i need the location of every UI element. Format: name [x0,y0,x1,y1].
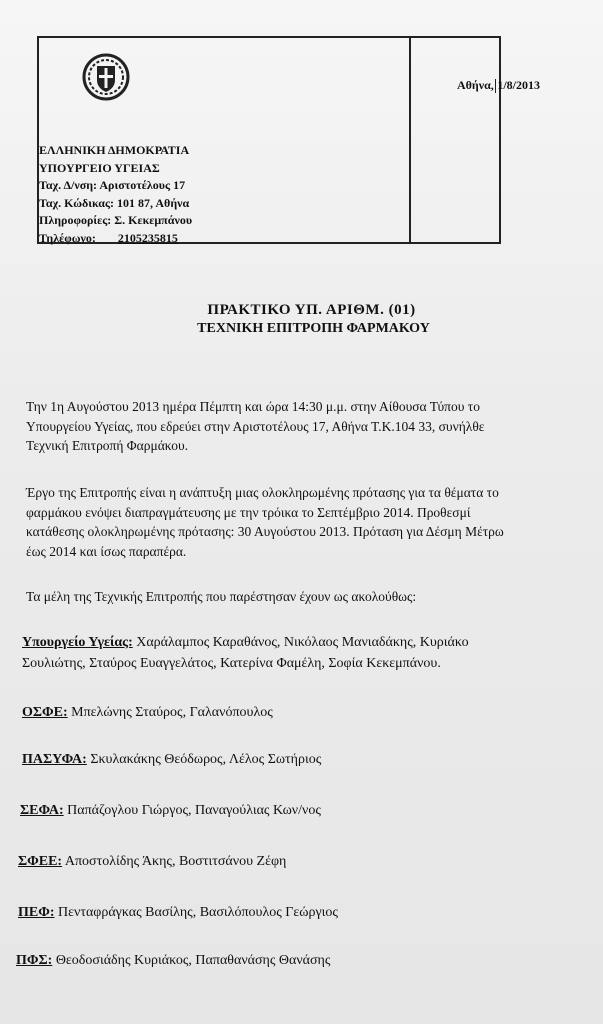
paragraph-line: κατάθεσης ολοκληρωμένης πρότασης: 30 Αυγούστου 2013. Πρόταση για Δέσμη Μέτρω [26,524,504,539]
member-label: ΟΣΦΕ: [22,705,68,720]
phone-number: 2105235815 [117,230,178,245]
date-value: 1/8/2013 [497,78,540,92]
organization-details [39,142,192,247]
paragraph-line: φαρμάκου ενόψει διαπραγμάτευσης με την τρόικα το Σεπτέμβριο 2014. Προθεσμί [26,504,471,520]
member-group-pef [18,902,338,923]
paragraph-line: Υπουργείου Υγείας, που εδρεύει στην Αριστοτέλους 17, Αθήνα Τ.Κ.104 33, συνήλθε [26,418,485,434]
org-line-info: Πληροφορίες: Σ. Κεκεμπάνου [39,213,193,227]
member-label: ΠΕΦ: [18,905,55,920]
member-group-pasyfa [22,749,321,770]
paragraph-line: έως 2014 και ίσως παραπέρα. [26,543,187,559]
member-group-pfs [16,950,330,971]
member-label: ΠΑΣΥΦΑ: [22,752,87,767]
member-label: ΣΕΦΑ: [20,803,64,818]
member-names: Χαράλαμπος Καραθάνος, Νικόλαος Μανιαδάκης, Κυριάκο [136,635,469,650]
org-line-republic: ΕΛΛΗΝΙΚΗ ΔΗΜΟΚΡΑΤΙΑ [39,143,190,157]
member-group-sefa [20,800,321,821]
member-names: Πενταφράγκας Βασίλης, Βασιλόπουλος Γεώργιος [58,905,338,920]
minutes-title: ΠΡΑΚΤΙΚΟ ΥΠ. ΑΡΙΘΜ. (01) [207,302,416,318]
member-group-ministry [22,632,469,674]
member-names: Αποστολίδης Άκης, Βοστιτσάνου Ζέφη [64,854,287,869]
member-label: ΣΦΕΕ: [18,854,63,869]
org-line-postcode: Ταχ. Κώδικας: 101 87, Αθήνα [39,195,190,210]
member-names: Θεοδοσιάδης Κυριάκος, Παπαθανάσης Θανάσης [55,953,331,968]
member-label: Υπουργείο Υγείας: [22,635,133,650]
member-names-continued: Σουλιώτης, Σταύρος Ευαγγελάτος, Κατερίνα Φαμέλη, Σοφία Κεκεμπάνου. [22,656,441,671]
paragraph-members-intro: Τα μέλη της Τεχνικής Επιτροπής που παρέστησαν έχουν ως ακολούθως: [26,589,417,604]
member-names: Σκυλακάκης Θεόδωρος, Λέλος Σωτήριος [90,752,322,767]
member-label: ΠΦΣ: [16,953,53,968]
member-names: Παπάζογλου Γιώργος, Παναγούλιας Κων/νος [67,803,321,818]
letterhead-box [37,36,540,245]
org-line-address: Ταχ. Δ/νση: Αριστοτέλους 17 [39,178,186,192]
org-line-ministry: ΥΠΟΥΡΓΕΙΟ ΥΓΕΙΑΣ [39,160,160,175]
greek-coat-of-arms-icon [81,52,131,102]
member-group-sfee [18,851,286,872]
document-date [457,78,540,93]
paragraph-purpose [26,483,603,561]
date-city: Αθήνα, [457,78,494,92]
phone-label: Τηλέφωνο: [39,230,96,245]
member-group-osfe [22,702,273,723]
org-line-phone [39,230,192,248]
paragraph-meeting [26,397,603,456]
paragraph-line: Τεχνική Επιτροπή Φαρμάκου. [26,438,189,453]
paragraph-line: Την 1η Αυγούστου 2013 ημέρα Πέμπτη και ώρα 14:30 μ.μ. στην Αίθουσα Τύπου το [26,399,480,414]
member-names: Μπελώνης Σταύρος, Γαλανόπουλος [71,705,273,720]
letterhead-divider [409,38,411,242]
paragraph-line: Έργο της Επιτροπής είναι η ανάπτυξη μιας ολοκληρωμένης πρότασης για τα θέματα το [26,485,499,500]
committee-title: ΤΕΧΝΙΚΗ ΕΠΙΤΡΟΠΗ ΦΑΡΜΑΚΟΥ [197,321,430,336]
